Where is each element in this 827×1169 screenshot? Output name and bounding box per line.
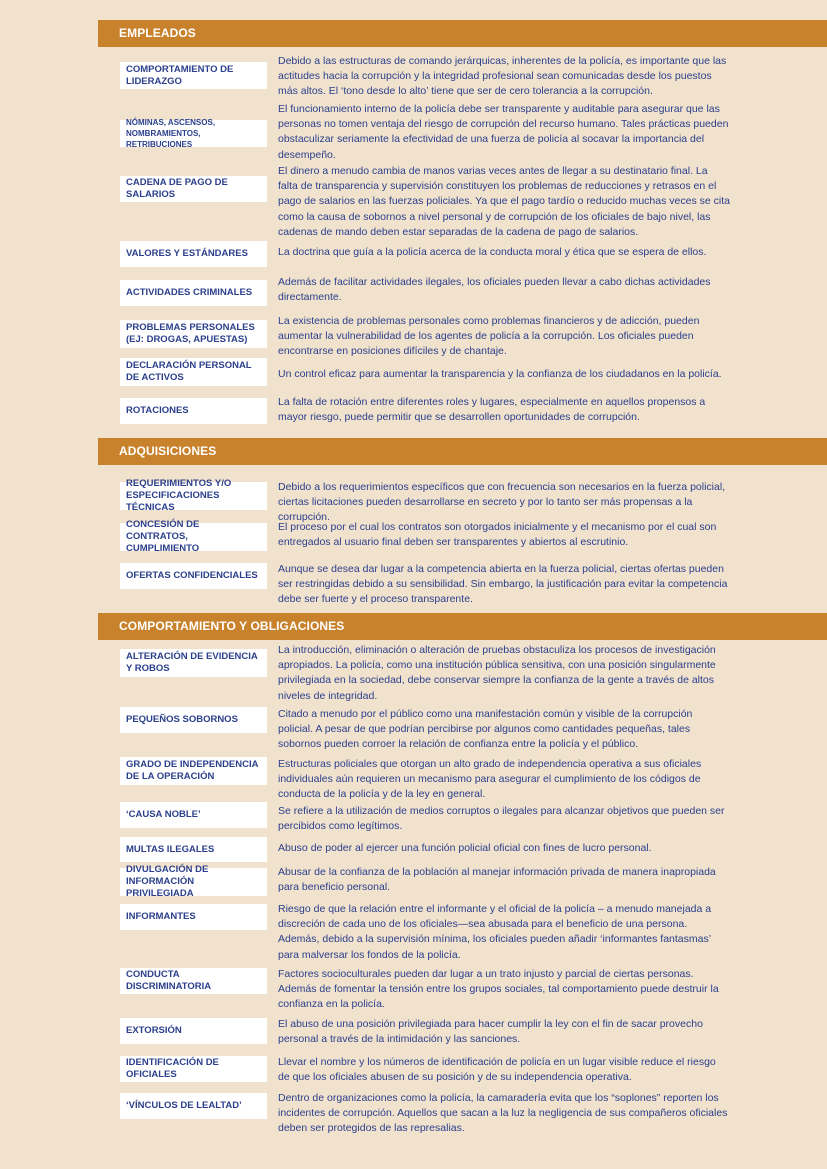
row-label-pequenos-sobornos: PEQUEÑOS SOBORNOS [120,707,267,733]
row-label-actividades-criminales: ACTIVIDADES CRIMINALES [120,280,267,306]
section-header-comportamiento-obligaciones: COMPORTAMIENTO Y OBLIGACIONES [98,613,827,640]
row-text-informantes: Riesgo de que la relación entre el informante y el oficial de la policía – a menudo manejada a discreción de cada uno de los oficiales—sea abusada para el beneficio de una persona. Además, debido a la supervisión mínima, los oficiales pueden añadir ‘informantes fantasmas’ para malversar los fondos de la policía. [278,903,712,961]
row-label-causa-noble: ‘CAUSA NOBLE’ [120,802,267,828]
row-label-identificacion-oficiales: IDENTIFICACIÓN DE OFICIALES [120,1056,267,1082]
row-label-problemas-personales: PROBLEMAS PERSONALES (EJ: DROGAS, APUESTAS) [120,320,267,348]
row-label-vinculos-lealtad: ‘VÍNCULOS DE LEALTAD’ [120,1093,267,1119]
row-text-requerimientos: Debido a los requerimientos específicos que con frecuencia son necesarios en la fuerza policial, ciertas licitaciones pueden desarrollarse en secreto y por lo tanto ser más propensas a la corrupción. [278,481,726,524]
row-label-rotaciones: ROTACIONES [120,398,267,424]
row-text-identificacion-oficiales: Llevar el nombre y los números de identificación de policía en un lugar visible reduce el riesgo de que los oficiales abusen de su posición y de su independencia operativa. [278,1056,716,1084]
row-text-multas-ilegales: Abuso de poder al ejercer una función policial oficial con fines de lucro personal. [278,842,652,854]
row-text-causa-noble: Se refiere a la utilización de medios corruptos o ilegales para alcanzar objetivos que pueden ser percibidos como legítimos. [278,805,725,833]
row-label-divulgacion-informacion: DIVULGACIÓN DE INFORMACIÓN PRIVILEGIADA [120,868,267,896]
row-label-ofertas-confidenciales: OFERTAS CONFIDENCIALES [120,563,267,589]
row-label-cadena-pago: CADENA DE PAGO DE SALARIOS [120,176,267,202]
row-text-concesion-contratos: El proceso por el cual los contratos son otorgados inicialmente y el mecanismo por el cual son entregados al usuario final deben ser transparentes y abiertos al escrutinio. [278,521,717,549]
row-text-pequenos-sobornos: Citado a menudo por el público como una manifestación común y visible de la corrupción policial. A pesar de que podrían percibirse por algunos como cantidades pequeñas, tales sobornos pueden corroer la relación de confianza entre la policía y el público. [278,708,693,751]
row-text-vinculos-lealtad: Dentro de organizaciones como la policía, la camaradería evita que los “soplones” reporten los incidentes de corrupción. Aquellos que sacan a la luz la negligencia de sus compañeros oficiales deben ser protegidos de las represalias. [278,1092,728,1135]
row-text-extorsion: El abuso de una posición privilegiada para hacer cumplir la ley con el fin de sacar provecho personal a través de la intimidación y las sanciones. [278,1018,703,1046]
row-text-rotaciones: La falta de rotación entre diferentes roles y lugares, especialmente en aquellos propensos a mayor riesgo, puede permitir que se desarrollen oportunidades de corrupción. [278,396,706,424]
row-label-informantes: INFORMANTES [120,904,267,930]
row-text-conducta-discriminatoria: Factores socioculturales pueden dar lugar a un trato injusto y parcial de ciertas personas. Además de fomentar la tensión entre los grupos sociales, tal comportamiento puede destruir la confianza en la policía. [278,968,719,1011]
row-text-problemas-personales: La existencia de problemas personales como problemas financieros y de adicción, pueden aumentar la vulnerabilidad de los agentes de policía a la corrupción. Los oficiales pueden encontrarse en posiciones difíciles y de chantaje. [278,315,700,358]
row-label-requerimientos: REQUERIMIENTOS Y/O ESPECIFICACIONES TÉCNICAS [120,482,267,510]
row-text-grado-independencia: Estructuras policiales que otorgan un alto grado de independencia operativa a sus oficiales individuales aún requieren un mecanismo para asegurar el cumplimiento de los códigos de conducta de la policía y de la ley en general. [278,758,702,801]
section-header-adquisiciones: ADQUISICIONES [98,438,827,465]
row-text-comportamiento-liderazgo: Debido a las estructuras de comando jerárquicas, inherentes de la policía, es importante que las actitudes hacia la corrupción y la integridad profesional sean comunicadas desde los puestos más altos. El ‘tono desde lo alto’ tiene que ser de cero tolerancia a la corrupción. [278,55,727,98]
row-label-alteracion-evidencia: ALTERACIÓN DE EVIDENCIA Y ROBOS [120,649,267,677]
row-label-nominas: NÓMINAS, ASCENSOS, NOMBRAMIENTOS, RETRIBUCIONES [120,120,267,147]
row-text-nominas: El funcionamiento interno de la policía debe ser transparente y auditable para asegurar que las personas no tomen ventaja del riesgo de corrupción del recurso humano. Tales prácticas pueden obstaculizar seriamente la efectividad de una fuerza de policía al socavar la importancia del desempeño. [278,103,729,161]
row-text-actividades-criminales: Además de facilitar actividades ilegales, los oficiales pueden llevar a cabo dichas actividades directamente. [278,276,711,304]
row-text-cadena-pago: El dinero a menudo cambia de manos varias veces antes de llegar a su destinatario final. La falta de transparencia y supervisión constituyen los problemas de reducciones y retrasos en el pago de salarios en las fuerzas policiales. Ya que el pago tardío o reducido muchas veces se cita como la causa de sobornos a nivel personal y de corrupción de los oficiales de bajo nivel, las cadenas de mando deben estar separadas de la cadena de pago de salarios. [278,165,730,238]
row-text-declaracion-activos: Un control eficaz para aumentar la transparencia y la confianza de los ciudadanos en la policía. [278,368,722,380]
row-text-ofertas-confidenciales: Aunque se desea dar lugar a la competencia abierta en la fuerza policial, ciertas ofertas pueden ser restringidas debido a su sensibilidad. Sin embargo, la justificación para evitar la competencia debe ser fuerte y el proceso transparente. [278,563,728,606]
row-label-extorsion: EXTORSIÓN [120,1018,267,1044]
row-label-conducta-discriminatoria: CONDUCTA DISCRIMINATORIA [120,968,267,994]
row-label-concesion-contratos: CONCESIÓN DE CONTRATOS, CUMPLIMIENTO [120,523,267,551]
row-label-valores: VALORES Y ESTÁNDARES [120,241,267,267]
row-text-alteracion-evidencia: La introducción, eliminación o alteración de pruebas obstaculiza los procesos de investigación apropiados. La policía, como una institución pública sensitiva, con una posición singularmente privilegiada en la sociedad, debe conservar siempre la confianza de la gente a través de altos niveles de integridad. [278,644,716,702]
row-text-valores: La doctrina que guía a la policía acerca de la conducta moral y ética que se espera de ellos. [278,246,707,258]
row-label-multas-ilegales: MULTAS ILEGALES [120,837,267,862]
row-label-grado-independencia: GRADO DE INDEPENDENCIA DE LA OPERACIÓN [120,757,267,785]
row-text-divulgacion-informacion: Abusar de la confianza de la población al manejar información privada de manera inapropiada para beneficio personal. [278,866,716,894]
row-label-comportamiento-liderazgo: COMPORTAMIENTO DE LIDERAZGO [120,62,267,89]
section-header-empleados: EMPLEADOS [98,20,827,47]
row-label-declaracion-activos: DECLARACIÓN PERSONAL DE ACTIVOS [120,358,267,386]
